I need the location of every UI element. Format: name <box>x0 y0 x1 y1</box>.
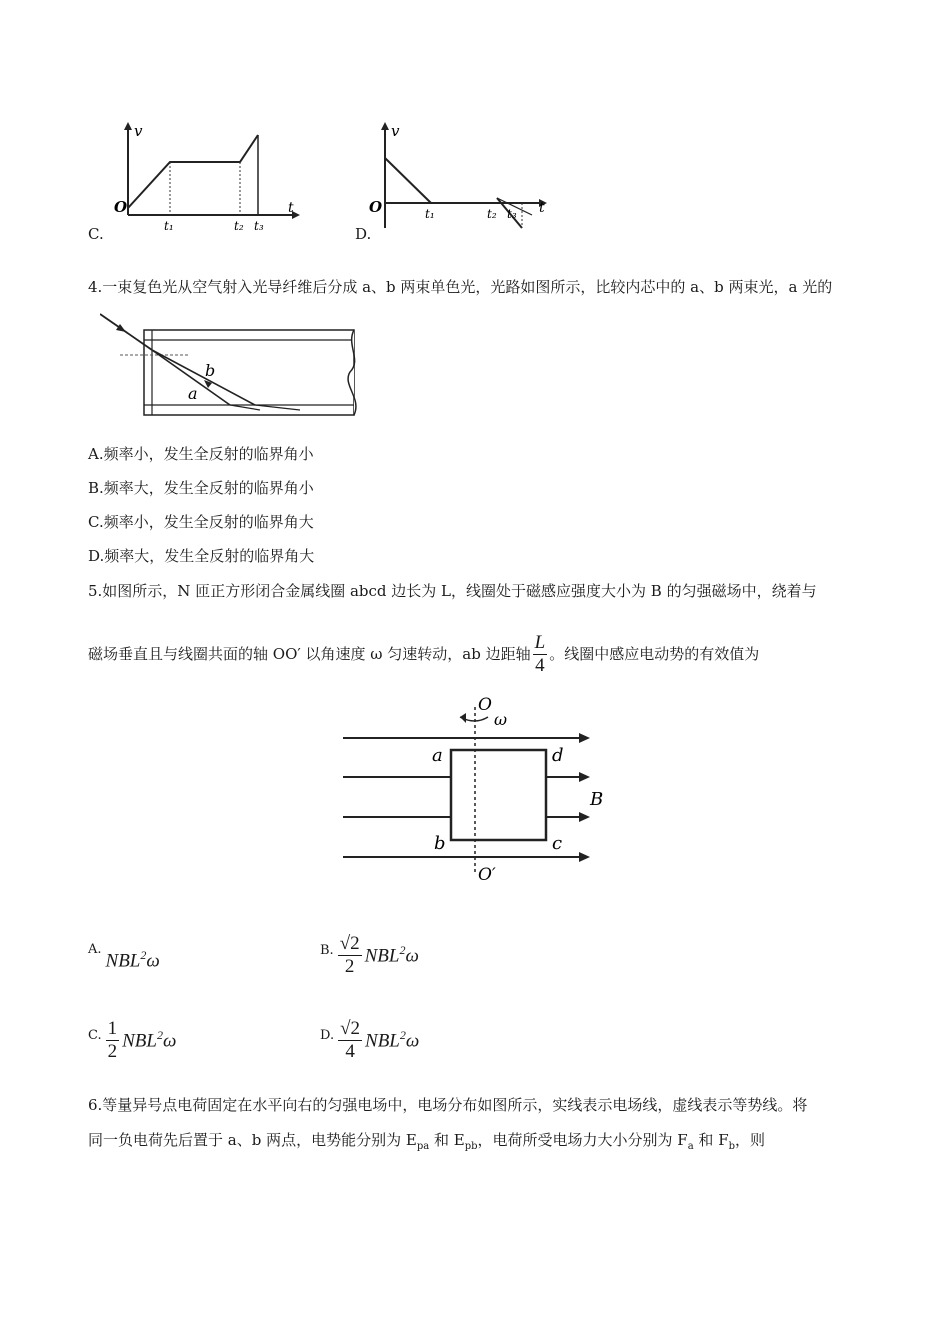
q6-line2 <box>88 1130 765 1157</box>
frac-denominator: 2 <box>107 1041 118 1062</box>
expr-exponent: 2 <box>399 1028 406 1043</box>
q5-option-c <box>88 1018 176 1063</box>
q6-text: ，则 <box>735 1131 766 1149</box>
q5-stem-line2-pre: 磁场垂直且与线圈共面的轴 OO′ 以角速度 ω 匀速转动，ab 边距轴 <box>88 645 531 663</box>
graph-d-tick: t₁ <box>425 207 435 221</box>
graph-c <box>110 120 310 230</box>
option-a-label: A. <box>88 942 102 957</box>
q5-coil-figure <box>338 695 628 890</box>
q5-option-b <box>320 933 419 978</box>
q4-option-a: A.频率小，发生全反射的临界角小 <box>88 445 314 463</box>
option-a-expr <box>106 948 160 972</box>
q6-text: 同一负电荷先后置于 a、b 两点，电势能分别为 E <box>88 1131 417 1149</box>
q3-option-c <box>88 120 308 245</box>
expr-omega: ω <box>405 945 419 967</box>
corner-d-label: d <box>552 745 564 766</box>
q6-text: 和 E <box>429 1131 465 1149</box>
omega-label: ω <box>494 710 508 729</box>
frac-numerator: L <box>534 631 546 653</box>
beam-a-label: a <box>188 384 198 403</box>
graph-d-v-label: v <box>391 122 400 140</box>
option-c-fraction <box>106 1018 120 1063</box>
q5-stem-line2-post: 。线圈中感应电动势的有效值为 <box>549 645 760 663</box>
q5-option-a <box>88 940 160 972</box>
q4-option-d: D.频率大，发生全反射的临界角大 <box>88 547 315 565</box>
expr-exponent: 2 <box>399 943 406 958</box>
expr-nbl: NBL <box>365 1030 400 1052</box>
expr-omega: ω <box>162 1030 177 1052</box>
corner-c-label: c <box>552 833 563 854</box>
expr-nbl: NBL <box>364 945 400 967</box>
graph-c-origin: O <box>114 198 128 216</box>
expr-nbl: NBL <box>122 1030 157 1052</box>
q6-subscript: b <box>728 1141 736 1152</box>
option-b-expr <box>365 943 419 967</box>
frac-denominator: 4 <box>345 1041 355 1062</box>
option-b-fraction <box>338 933 362 978</box>
q6-subscript: pb <box>464 1141 478 1152</box>
corner-b-label: b <box>434 833 446 854</box>
graph-d-tick: t₃ <box>507 207 517 221</box>
q6-text: 和 F <box>693 1131 729 1149</box>
frac-denominator: 2 <box>344 956 355 977</box>
frac-denominator: 4 <box>535 654 545 676</box>
option-d-label: D. <box>320 1028 335 1043</box>
option-c-label: C. <box>88 225 104 243</box>
q4-stem: 4.一束复色光从空气射入光导纤维后分成 a、b 两束单色光，光路如图所示，比较内芯中的 a、b 两束光，a 光的 <box>88 278 833 296</box>
q6-subscript: a <box>687 1141 694 1152</box>
graph-d <box>367 120 567 235</box>
field-b-label: B <box>590 789 604 810</box>
option-d-expr <box>365 1028 419 1052</box>
beam-b-label: b <box>205 361 216 380</box>
q5-stem-line2 <box>88 628 759 680</box>
q6-text: ，电荷所受电场力大小分别为 F <box>477 1131 688 1149</box>
expr-exponent: 2 <box>140 948 147 962</box>
graph-c-tick: t₁ <box>164 219 174 230</box>
q5-fraction-l-over-4 <box>533 632 548 677</box>
frac-numerator: 1 <box>107 1018 118 1039</box>
corner-a-label: a <box>432 745 443 766</box>
option-d-fraction <box>338 1018 362 1063</box>
axis-top-label: O <box>478 695 492 715</box>
option-d-label: D. <box>355 225 372 243</box>
expr-omega: ω <box>146 950 160 972</box>
graph-c-tick: t₂ <box>234 219 244 230</box>
q5-option-d <box>320 1018 419 1063</box>
graph-c-tick: t₃ <box>254 219 264 230</box>
q3-option-d <box>355 120 575 245</box>
q6-line1: 6.等量异号点电荷固定在水平向右的匀强电场中，电场分布如图所示，实线表示电场线，虚线表示等势线。将 <box>88 1096 808 1114</box>
frac-numerator: √2 <box>340 1018 361 1039</box>
frac-numerator: √2 <box>339 933 360 954</box>
expr-nbl: NBL <box>105 950 141 972</box>
q4-option-b: B.频率大，发生全反射的临界角小 <box>88 479 314 497</box>
axis-bottom-label: O′ <box>478 865 496 885</box>
graph-d-tick: t₂ <box>487 207 497 221</box>
graph-d-t-label: t <box>539 200 545 216</box>
expr-exponent: 2 <box>156 1028 163 1043</box>
graph-c-t-label: t <box>288 200 294 216</box>
q4-fiber-figure <box>100 310 370 425</box>
graph-c-v-label: v <box>134 122 143 140</box>
option-c-label: C. <box>88 1028 102 1043</box>
expr-omega: ω <box>405 1030 420 1052</box>
q6-subscript: pa <box>416 1141 430 1152</box>
option-b-label: B. <box>320 943 334 958</box>
q5-stem-line1: 5.如图所示，N 匝正方形闭合金属线圈 abcd 边长为 L，线圈处于磁感应强度大小为 B 的匀强磁场中，绕着与 <box>88 582 817 600</box>
graph-d-origin: O <box>369 198 383 216</box>
q4-option-c: C.频率小，发生全反射的临界角大 <box>88 513 314 531</box>
option-c-expr <box>122 1028 176 1052</box>
